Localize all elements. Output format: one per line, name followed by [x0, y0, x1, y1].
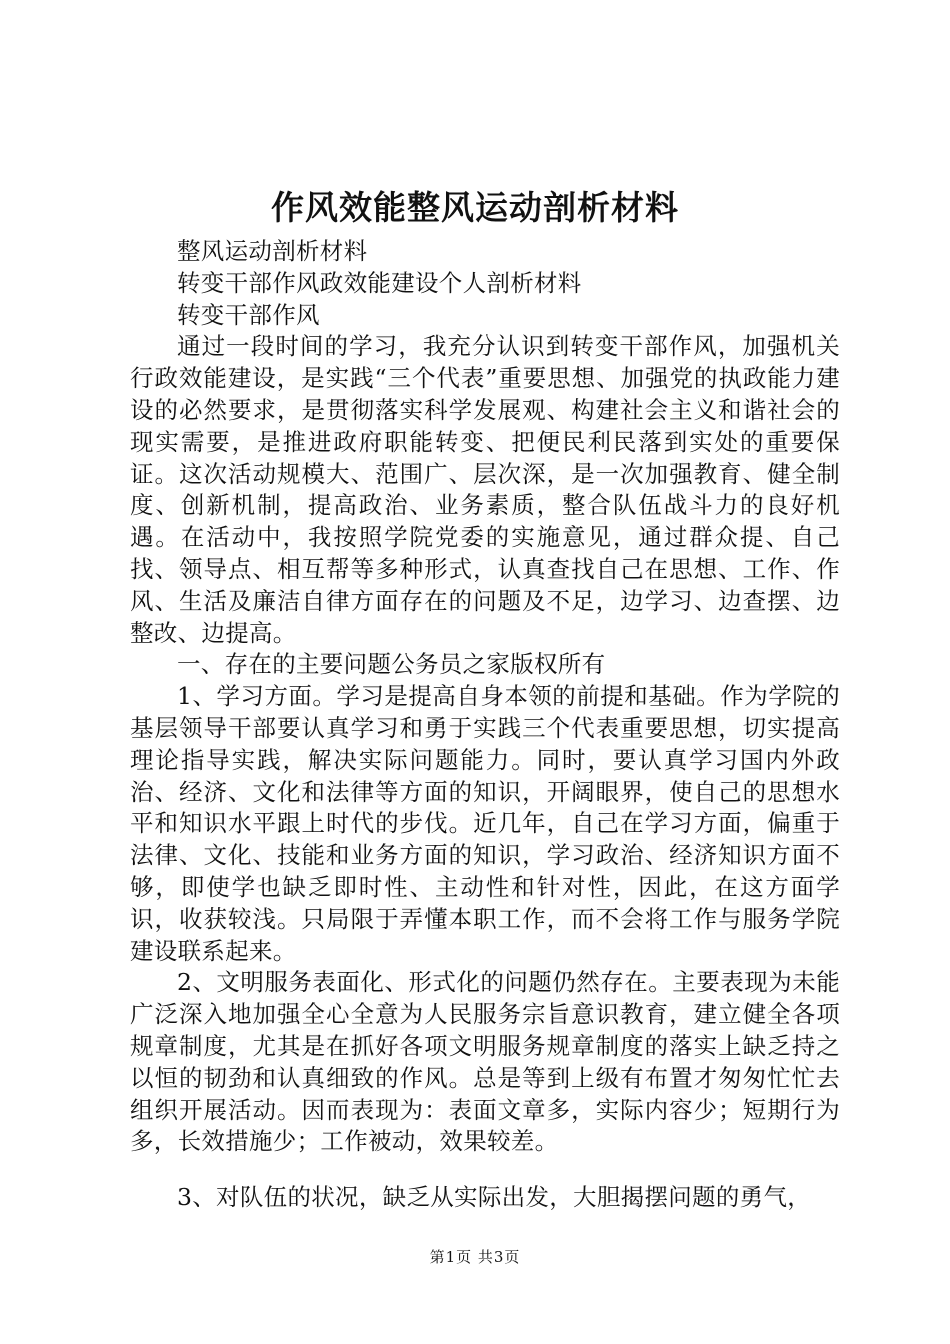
paragraph-subtitle-2: 转变干部作风政效能建设个人剖析材料	[177, 268, 582, 297]
document-body	[130, 236, 840, 1214]
paragraph-intro: 通过一段时间的学习，我充分认识到转变干部作风，加强机关行政效能建设，是实践“三个代表”重要思想、加强党的执政能力建设的必然要求，是贯彻落实科学发展观、构建社会主义和谐社会的现实需要，是推进政府职能转变、把便民利民落到实处的重要保证。这次活动规模大、范围广、层次深，是一次加强教育、健全制度、创新机制，提高政治、业务素质，整合队伍战斗力的良好机遇。在活动中，我按照学院党委的实施意见，通过群众提、自己找、领导点、相互帮等多种形式，认真查找自己在思想、工作、作风、生活及廉洁自律方面存在的问题及不足，边学习、边查摆、边整改、边提高。	[130, 332, 840, 647]
paragraph-service: 2、文明服务表面化、形式化的问题仍然存在。主要表现为未能广泛深入地加强全心全意为人民服务宗旨意识教育，建立健全各项规章制度，尤其是在抓好各项文明服务规章制度的落实上缺乏持之以恒的韧劲和认真细致的作风。总是等到上级有布置才匆匆忙忙去组织开展活动。因而表现为：表面文章多，实际内容少；短期行为多，长效措施少；工作被动，效果较差。	[130, 968, 840, 1156]
paragraph-subtitle-3: 转变干部作风	[177, 300, 320, 329]
paragraph-gap	[130, 1158, 840, 1182]
paragraph-subtitle-1: 整风运动剖析材料	[177, 237, 368, 265]
paragraph-team: 3、对队伍的状况，缺乏从实际出发，大胆揭摆问题的勇气，	[177, 1183, 812, 1212]
document-title: 作风效能整风运动剖析材料	[271, 188, 679, 227]
section-heading-problems: 一、存在的主要问题公务员之家版权所有	[177, 650, 606, 679]
paragraph-study: 1、学习方面。学习是提高自身本领的前提和基础。作为学院的基层领导干部要认真学习和勇于实践三个代表重要思想，切实提高理论指导实践，解决实际问题能力。同时，要认真学习国内外政治、经济、文化和法律等方面的知识，开阔眼界，使自己的思想水平和知识水平跟上时代的步伐。近几年，自己在学习方面，偏重于法律、文化、技能和业务方面的知识，学习政治、经济知识方面不够，即使学也缺乏即时性、主动性和针对性，因此，在这方面学识，收获较浅。只局限于弄懂本职工作，而不会将工作与服务学院建设联系起来。	[130, 682, 840, 965]
page-footer: 第1页 共3页	[429, 1248, 521, 1266]
